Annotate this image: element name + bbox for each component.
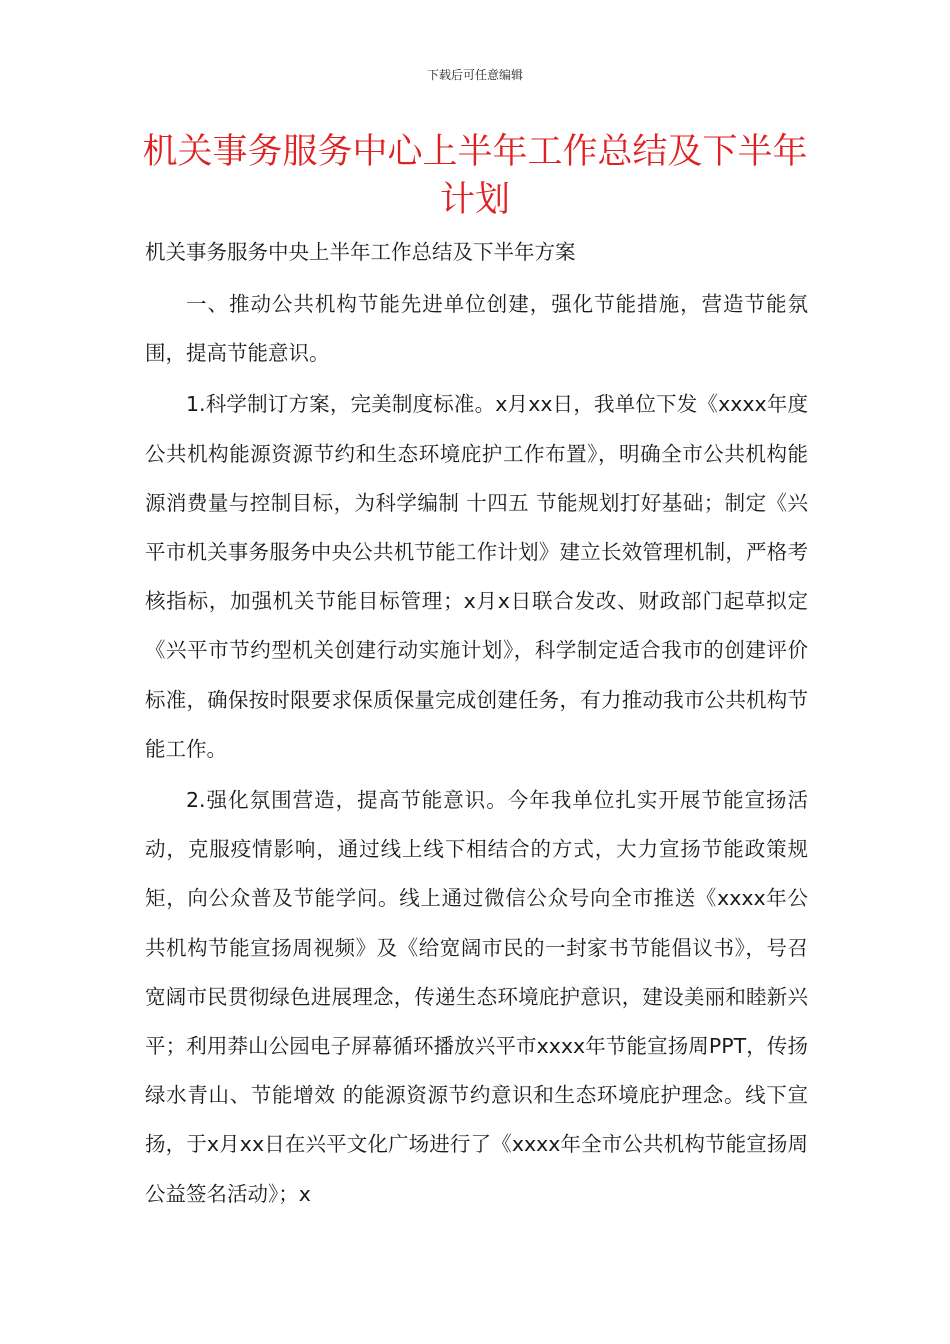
paragraph-section-one: 一、推动公共机构节能先进单位创建，强化节能措施，营造节能氛围，提高节能意识。: [145, 292, 808, 366]
document-title: 机关事务服务中心上半年工作总结及下半年计划: [142, 132, 808, 220]
paragraph-item-1: 1.科学制订方案，完美制度标准。x月xx日，我单位下发《xxxx年度公共机构能源资源节约和生态环境庇护工作布置》，明确全市公共机构能源消费量与控制目标，为科学编制 十四五 节能规划打好基础；制定《兴平市机关事务服务中央公共机节能工作计划》建立长效管理机制，严格考核指标，加强机关节能目标管理；x月x日联合发改、财政部门起草拟定《兴平市节约型机关创建行动实施计划》，科学制定适合我市的创建评价标准，确保按时限要求保质保量完成创建任务，有力推动我市公共机构节能工作。: [145, 392, 808, 761]
document-subtitle: 机关事务服务中央上半年工作总结及下半年方案: [145, 240, 576, 264]
paragraph-item-2: 2.强化氛围营造，提高节能意识。今年我单位扎实开展节能宣扬活动，克服疫情影响，通过线上线下相结合的方式，大力宣扬节能政策规矩，向公众普及节能学问。线上通过微信公众号向全市推送《xxxx年公共机构节能宣扬周视频》及《给宽阔市民的一封家书节能倡议书》，号召宽阔市民贯彻绿色进展理念，传递生态环境庇护意识，建设美丽和睦新兴平；利用莽山公园电子屏幕循环播放兴平市xxxx年节能宣扬周PPT，传扬 绿水青山、节能增效 的能源资源节约意识和生态环境庇护理念。线下宣扬，于x月xx日在兴平文化广场进行了《xxxx年全市公共机构节能宣扬周公益签名活动》；x: [145, 788, 808, 1206]
document-body: [145, 280, 808, 1221]
header-note: 下载后可任意编辑: [426, 68, 523, 82]
